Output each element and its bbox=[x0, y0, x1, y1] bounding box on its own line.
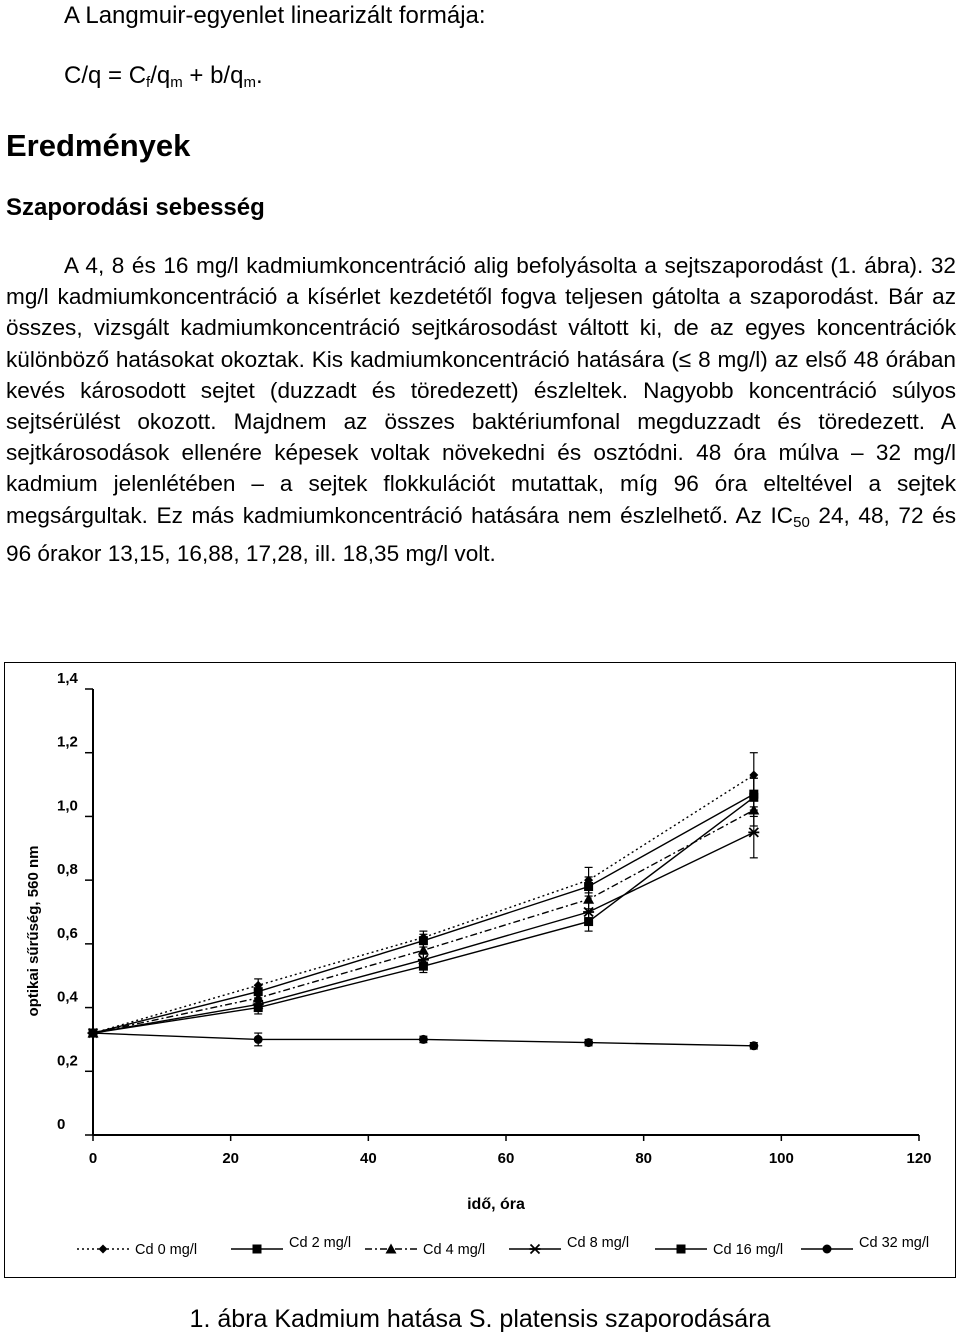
legend-label: Cd 8 mg/l bbox=[567, 1235, 630, 1251]
data-point bbox=[386, 1244, 397, 1254]
x-tick-label: 80 bbox=[635, 1150, 653, 1167]
series-line bbox=[93, 810, 754, 1033]
x-tick-label: 60 bbox=[497, 1150, 515, 1167]
x-axis-title: idő, óra bbox=[467, 1196, 525, 1213]
section-heading: Eredmények bbox=[6, 128, 191, 163]
legend-label: Cd 4 mg/l bbox=[423, 1242, 486, 1258]
legend-label: Cd 32 mg/l bbox=[859, 1235, 930, 1251]
y-tick-label: 0,4 bbox=[57, 988, 78, 1006]
data-point bbox=[584, 917, 593, 926]
figure-caption: 1. ábra Kadmium hatása S. platensis szaporodására bbox=[189, 1305, 771, 1333]
legend-label: Cd 0 mg/l bbox=[135, 1242, 198, 1258]
data-point bbox=[99, 1245, 108, 1254]
growth-chart bbox=[5, 663, 957, 1279]
subsection-heading: Szaporodási sebesség bbox=[6, 194, 265, 221]
data-point bbox=[749, 793, 758, 802]
data-point bbox=[254, 1035, 263, 1044]
y-axis-title: optikai sűrűség, 560 nm bbox=[25, 845, 42, 1017]
data-point bbox=[530, 1245, 541, 1254]
data-point bbox=[254, 1003, 263, 1012]
x-tick-label: 20 bbox=[222, 1150, 240, 1167]
series-line bbox=[93, 775, 754, 1033]
y-tick-label: 0,8 bbox=[57, 861, 78, 879]
data-point bbox=[749, 1041, 758, 1050]
growth-chart-figure bbox=[4, 662, 956, 1278]
data-point bbox=[677, 1245, 686, 1254]
y-tick-label: 0,2 bbox=[57, 1052, 78, 1070]
series-line bbox=[93, 794, 754, 1033]
x-tick-label: 0 bbox=[88, 1150, 98, 1167]
data-point bbox=[823, 1245, 832, 1254]
y-tick-label: 0 bbox=[57, 1116, 66, 1133]
data-point bbox=[419, 1035, 428, 1044]
x-tick-label: 40 bbox=[359, 1150, 377, 1167]
data-point bbox=[89, 1029, 98, 1038]
x-tick-label: 120 bbox=[906, 1150, 932, 1167]
intro-line: A Langmuir-egyenlet linearizált formája: bbox=[64, 2, 486, 29]
langmuir-formula: $C/q = C_f/q_m + b/q_m$. bbox=[64, 62, 263, 91]
results-paragraph: A 4, 8 és 16 mg/l kadmiumkoncentráció alig befolyásolta a sejtszaporodást (1. ábra). 32 mg/l kadmiumkoncentráció a kísérlet kezdetétől fogva teljesen gátolta a szaporodást. Bár az összes, vizsgált kadmiumkoncentráció sejtkárosodást váltott ki, de az egyes koncentrációk különböző hatásokat okoztak. Kis kadmiumkoncentráció hatására (≤ 8 mg/l) az első 48 órában kevés károsodott sejtet (duzzadt és töredezett) észleltek. Nagyobb koncentráció súlyos sejtsérülést okozott. Majdnem az összes baktériumfonal megduzzadt és töredezett. A sejtkárosodások ellenére képesek voltak növekedni és osztódni. 48 óra múlva – 32 mg/l kadmium jelenlétében – a sejtek flokkulációt mutattak, míg 96 óra elteltével a sejtek megsárgultak. Ez más kadmiumkoncentráció hatására nem észlelhető. Az $IC_{50}$ 24, 48, 72 és 96 órakor 13,15, 16,88, 17,28, ill. 18,35 mg/l volt. bbox=[6, 253, 956, 566]
series-line bbox=[93, 797, 754, 1033]
data-point bbox=[253, 1245, 262, 1254]
y-tick-label: 1,4 bbox=[57, 670, 78, 687]
y-tick-label: 1,2 bbox=[57, 733, 78, 751]
x-tick-label: 100 bbox=[768, 1150, 794, 1167]
data-point bbox=[584, 1038, 593, 1047]
legend-label: Cd 16 mg/l bbox=[713, 1242, 784, 1258]
y-tick-label: 0,6 bbox=[57, 924, 78, 942]
y-tick-label: 1,0 bbox=[57, 797, 78, 815]
data-point bbox=[419, 962, 428, 971]
legend-label: Cd 2 mg/l bbox=[289, 1235, 352, 1251]
